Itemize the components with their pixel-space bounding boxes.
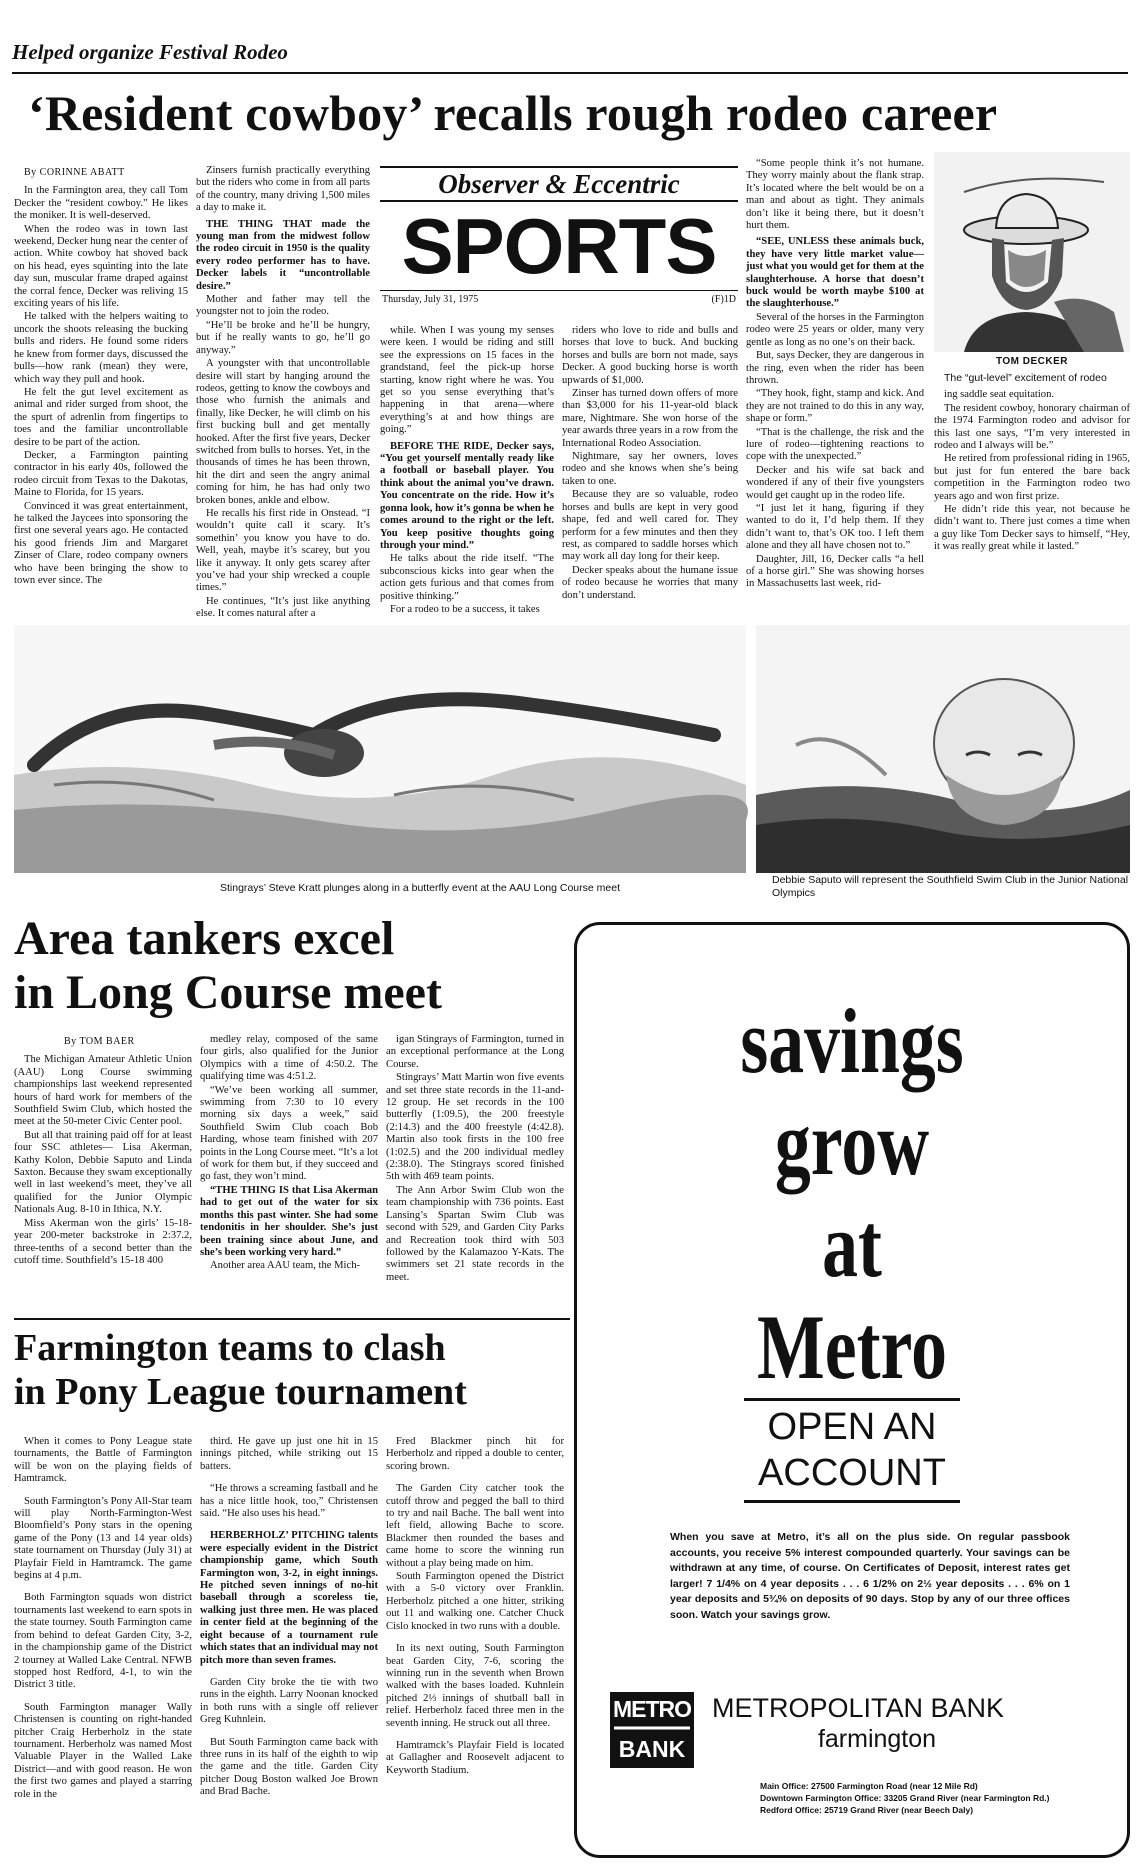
paragraph: Several of the horses in the Farmington rodeo were 25 years or older, many very gentle as long as no one’s on their back. [746,311,924,348]
ad-slogan-line-2: grow [774,1092,930,1194]
paragraph: The Michigan Amateur Athletic Union (AAU) Long Course swimming championships last weekend represented hours of hard work for members of the Southfield Swim Club, which hosted the meet at the 50-meter Civic Center pool. [14,1054,192,1128]
paragraph: “THE THING IS that Lisa Akerman had to get out of the water for six months this past winter. She had some tendonitis in her shoulder. She’s just been training since about June, and she’s been working very hard.” [200,1184,378,1258]
logo-text-bottom: BANK [618,1736,686,1762]
paragraph: “He’ll be broke and he’ll be hungry, but if he really wants to go, he’ll go anyway.” [196,319,370,356]
tankers-byline: By TOM BAER [64,1036,135,1047]
masthead-nameplate-frame [380,166,738,202]
paragraph: Because they are so valuable, rodeo horses and bulls are kept in very good shape, fed and well cared for. They perform for a few minutes and then they rest, as compared to saddle horses which may work all day long for their keep. [562,489,738,563]
butterfly-swimmer-photo [14,625,746,873]
ad-cta [574,1404,1130,1496]
photo-name-label: TOM DECKER [995,356,1069,367]
pony-column-2 [200,1436,378,1856]
ad-slogan-line-4: Metro [757,1296,947,1398]
masthead-section: SPORTS [401,202,717,290]
paragraph: For a rodeo to be a success, it takes [390,603,540,615]
paragraph: Decker, a Farmington painting contractor in his early 40s, followed the rodeo circuit from Texas to the Dakotas, Maine to Florida, for 15 years. [14,449,188,499]
paragraph: “We’ve been working all summer, swimming from 7:30 to 10 every morning six days a week,” said Southfield Swim Club coach Bob Harding, whose team finished with 207 points in the Long Course meet. “It’s a lot of work for them but, if they succeed and go fast, they won’t mind. [200,1084,379,1183]
paragraph: Garden City broke the tie with two runs in the eighth. Larry Noonan knocked in both runs with a single off reliever Greg Kuhnlein. [200,1676,378,1726]
masthead-nameplate: Observer & Eccentric [438,169,680,199]
paragraph: The Ann Arbor Swim Club won the team championship with 736 points. East Lansing’s Spartan Swim Club was second with 529, and Garden City Parks and Recreation took third with 503 followed by the Kalamazoo Y-Kats. The swimmers set 21 state records in the meet. [386,1184,564,1283]
left-photo-caption: Stingrays’ Steve Kratt plunges along in a butterfly event at the AAU Long Course meet [219,882,620,894]
paragraph: South Farmington opened the District with a 5-0 victory over Franklin. Herberholz pitched a one hitter, striking out 11 and walking one. Catcher Chuck Cislo knocked in two runs with a double. [386,1571,564,1632]
paragraph: BEFORE THE RIDE, Decker says, “You get yourself mentally ready like a football or baseball player. You think about the animal you’ve drawn. You concentrate on the ride. How it’s gonna look, how it’s gonna be when he comes around to the right or the left. You keep positive thoughts going through your mind.” [380,440,554,551]
paragraph: Stingrays’ Matt Martin won five events and set three state records in the 11-and-12 group. He set records in the 100 butterfly (1:09.5), the 200 freestyle (2:14.3) and the 400 freestyle (4:42.8). Martin also took firsts in the 100 free (1:02.5) and the 200 individual medley (2:38.0). The Stingrays scored finished 5th with 469 team points. [386,1072,564,1183]
paragraph: Decker speaks about the humane issue of rodeo because he worries that many don’t understand. [562,564,738,601]
paragraph: He felt the gut level excitement as animal and rider surged from shoot, the the spurt of adrenlin from fingertips to toes and the familiar uncontrollable desire to be part of the action. [14,386,188,448]
rodeo-headline: ‘Resident cowboy’ recalls rough rodeo career [28,85,998,141]
paragraph: In its next outing, South Farmington beat Garden City, 7-6, scoring the winning run in the seventh when Brown walked with the bases loaded. Kuhnlein pitched 2⅓ innings of shutball ball in relief. Herberholz faced three men in the seventh inning. He struck out all three. [386,1643,564,1729]
paragraph: Both Farmington squads won district tournaments last weekend to earn spots in the state tourney. South Farmington came from behind to defeat Garden City, 3-2, in the championship game of the District 2 tourney at Walled Lake Central. NFWB stopped host Redford, 4-1, to win the District 3 title. [14,1592,192,1691]
paragraph: He talks about the ride itself. “The subconscious kicks into gear when the action gets furious and that comes from positive thinking.” [380,553,554,602]
ad-cta-line-1: OPEN AN [767,1406,937,1448]
paragraph: Fred Blackmer pinch hit for Herberholz and ripped a double to center, scoring brown. [386,1436,564,1472]
office-main: Main Office: 27500 Farmington Road (near 12 Mile Rd) [760,1781,978,1791]
tankers-headline-line-1: Area tankers excel [14,912,395,965]
ad-body-copy: When you save at Metro, it’s all on the plus side. On regular passbook accounts, you receive 5% interest compounded quarterly. Your savings can be withdrawn at any time, of course. On Certificates of Deposit, interest rates get larger! 7 1/4% on 4 year deposits . . . 6 1/2% on 2½ year deposits . . . 6% on 1 year deposits and 5¾% on deposits of 90 days. Stop by any of our three offices soon. Watch your savings grow. [670,1531,1070,1621]
section-kicker: Helped organize Festival Rodeo [12,40,288,64]
masthead-date: Thursday, July 31, 1975 [382,294,479,305]
bank-offices [760,1780,1100,1816]
paragraph: Miss Akerman won the girls’ 15-18-year 200-meter backstroke in 2:37.2, three-tenths of a second better than the cutoff time. Southfield’s 15-18 400 [14,1217,192,1266]
paragraph: When the rodeo was in town last weekend, Decker hung near the center of action. White cowboy hat shoved back on his head, eyes squinting into the late day sun, muscular frame draped against the corral fence, Decker was reliving 15 exciting years of his life. [14,223,188,310]
tankers-column-1 [14,1034,192,1302]
swimmer-image-icon [14,625,746,873]
cowboy-portrait-icon [934,152,1130,352]
rodeo-byline: By CORINNE ABATT [24,167,125,178]
kicker-rule [12,72,1128,74]
paragraph: But South Farmington came back with three runs in its half of the eighth to wip the game and the title. Garden City pitcher Doug Boston walked Joe Brown and Brad Bache. [200,1736,378,1798]
right-photo-caption: Debbie Saputo will represent the Southfield Swim Club in the Junior National Olympics [772,874,1129,899]
photo-caption: The “gut-level” excitement of rodeo [944,372,1107,384]
paragraph: HERBERHOLZ’ PITCHING talents were especially evident in the District championship game, which South Farmington won, 3-2, in eight innings. He pitched seven innings of no-hit baseball through a scoreless tie, walking just three men. He was placed in center field at the beginning of the eight because of a tournament rule which states that an individual may not pitch more than seven frames. [200,1530,378,1666]
ad-cta-rule-top [744,1398,960,1401]
office-redford: Redford Office: 25719 Grand River (near Beech Daly) [760,1805,974,1815]
metro-bank-logo [604,1688,700,1772]
paragraph: igan Stingrays of Farmington, turned in an exceptional performance at the Long Course. [386,1034,564,1070]
paragraph: Daughter, Jill, 16, Decker calls “a hell of a horse girl.” She was showing horses in Massachusetts last week, rid- [746,553,924,590]
office-downtown: Downtown Farmington Office: 33205 Grand River (near Farmington Rd.) [760,1793,1050,1803]
masthead-page-code: (F)1D [711,294,736,305]
paragraph: Zinser has turned down offers of more than $3,000 for his 11-year-old black mare, Nightmare. She won horse of the year awards three years in a row from the International Rodeo Association. [562,388,738,449]
rodeo-column-6 [934,372,1130,613]
pony-headline-line-1: Farmington teams to clash [14,1327,446,1369]
paragraph: But, says Decker, they are dangerous in the ring, even when the rider has been thrown. [746,350,924,386]
swimmer-portrait-photo [756,625,1130,873]
ad-slogan [635,990,1069,1398]
rodeo-column-3 [380,325,554,613]
paragraph: He continues, “It’s just like anything else. It comes natural after a [196,595,370,620]
bank-city: farmington [817,1725,937,1753]
paragraph: He retired from professional riding in 1965, but just for fun entered the bare back competition in the Farmington rodeo two years ago and won first prize. [934,453,1130,502]
pony-column-1 [14,1436,192,1856]
paragraph: “SEE, UNLESS these animals buck, they have very little market value—just what you would get for them at the slaughterhouse. A horse that doesn’t buck would be worth maybe $100 at the slaughterhouse.” [746,236,924,310]
tankers-column-3 [386,1034,564,1302]
rodeo-column-4 [562,325,738,613]
paragraph: He didn’t ride this year, not because he didn’t want to. There just comes a time when a guy like Tom Decker says to himself, “Hey, it was really great while it lasted.” [934,504,1130,553]
paragraph: Hamtramck’s Playfair Field is located at Gallagher and Roosevelt adjacent to Keyworth Stadium. [386,1739,564,1776]
paragraph: while. When I was young my senses were keen. I would be riding and still see the expressions on 15 faces in the grandstand, feel the pick-up horse starting, know right where he was. You get so you sense everything that’s happening in that arena—where everything’s at and how things are going.” [380,325,554,436]
paragraph: He talked with the helpers waiting to uncork the shoots releasing the bucking bulls and riders. He found some riders he knew from former days, discussed the bulls—how rank (mean) they were, which way they pull and hook. [14,311,188,385]
paragraph: “They hook, fight, stamp and kick. And they are not trained to do this in any way, shape or form.” [746,388,924,425]
paragraph: Nightmare, say her owners, loves rodeo and she knows when she’s being taken to one. [562,451,738,487]
paragraph: “He throws a screaming fastball and he has a nice little hook, too,” Christensen said. “He also uses his head.” [200,1483,378,1520]
paragraph: South Farmington’s Pony All-Star team will play North-Farmington-West Bloomfield’s Pony stars in the opening game of the Pony (13 and 14 year olds) state tournament on Thursday (July 31) at Playfair Field in Hamtramck. The game begins at 4 p.m. [14,1495,192,1582]
paragraph: ing saddle seat equitation. [944,389,1055,401]
paragraph: “That is the challenge, the risk and the lure of rodeo—tightening reactions to cope with the unexpected.” [746,426,924,463]
paragraph: The resident cowboy, honorary chairman of the 1974 Farmington rodeo and advisor for this last one says, “I’m very interested in rodeo and I always will be.” [934,402,1130,452]
paragraph: The Garden City catcher took the cutoff throw and pegged the ball to third to try and nail Bache. The ball went into left field, allowing Bache to score. Blackmer then rounded the bases and came home to score the winning run without a play being made on him. [386,1483,564,1569]
paragraph: Decker and his wife sat back and wondered if any of their five youngsters would get caught up in the rodeo life. [746,464,924,501]
sports-masthead [380,166,738,316]
paragraph: Convinced it was great entertainment, he talked the Jaycees into sponsoring the first one several years ago. He contacted his good friends Jim and Margaret Zinser of Clare, rodeo company owners who have been bringing the show to town ever since. The [14,500,188,586]
paragraph: Another area AAU team, the Mich- [210,1260,361,1272]
ad-cta-line-2: ACCOUNT [758,1452,946,1494]
rodeo-column-5 [746,158,924,613]
masthead-rule [380,290,738,291]
rodeo-column-1 [14,165,188,613]
paragraph: In the Farmington area, they call Tom Decker the “resident cowboy.” He likes the moniker. It is well-deserved. [14,185,188,222]
paragraph: Mother and father may tell the youngster not to join the rodeo. [196,294,370,318]
paragraph: medley relay, composed of the same four girls, also qualified for the Junior Olympics with a time of 4:50.2. The qualifying time was 4:51.2. [200,1034,378,1083]
ad-slogan-line-3: at [822,1194,882,1296]
pony-rule [14,1318,570,1320]
paragraph: A youngster with that uncontrollable desire will start by hanging around the rodeos, getting to know the cowboys and those who furnish the animals and finally, like Decker, he will climb on his first bucking bull and get mentally hooked. After the first five years, Decker switched from bulls to horses. Yet, in the thousands of times he has been thrown, hit the dirt and seen the angry animal coming for him, he has had only two broken bones, ankle and elbow. [196,358,370,506]
paragraph: South Farmington manager Wally Christensen is counting on right-handed pitcher Craig Herberholz in the state tournament. Herberholz was named Most Valuable Player in the Walled Lake District—and with good reason. He won the first two games and played a starring role in the [14,1701,192,1800]
tom-decker-photo [934,152,1130,352]
pony-column-3 [386,1436,564,1856]
paragraph: THE THING THAT made the young man from the midwest follow the rodeo circuit in 1950 is the quality every rodeo performer has to have. Decker labels it “uncontrollable desire.” [196,218,370,292]
paragraph: When it comes to Pony League state tournaments, the Battle of Farmington will be won on the playing fields of Hamtramck. [14,1436,192,1485]
ad-slogan-line-1: savings [740,990,964,1092]
paragraph: But all that training paid off for at least four SSC athletes— Lisa Akerman, Kathy Kolon, Debbie Saputo and Linda Saxton. Because they swam exceptionally well in last weekend’s meet, they’ve all qualified for the Junior Olympic Nationals Aug. 8-10 in Ithica, N.Y. [14,1129,192,1216]
swim-cap-image-icon [756,625,1130,873]
paragraph: Zinsers furnish practically everything but the riders who come in from all parts of the country, many driving 1,500 miles a day to make it. [196,165,370,214]
paragraph: He recalls his first ride in Onstead. “I wouldn’t quite call it scary. It’s somethin’ you know you have to do. Well, yeah, maybe it’s scarey, but you like it anyway. It only gets scarey after you’ve had your ship wrecked a couple times.” [196,507,370,594]
paragraph: “Some people think it’s not humane. They worry mainly about the flank strap. It’s located where the belt would be on a man and about as tight. They animals don’t like it being there, but it doesn’t hurt them. [746,158,924,232]
paragraph: riders who love to ride and bulls and horses that love to buck. And bucking horses and bulls are born not made, says Decker. A good bucking horse is worth upwards of $1,000. [562,325,738,386]
tankers-column-2 [200,1034,378,1302]
rodeo-column-2 [196,165,370,620]
logo-text-top: METRO [612,1696,692,1722]
pony-headline-line-2: in Pony League tournament [14,1371,467,1413]
paragraph: “I just let it hang, figuring if they wanted to do it, I’d help them. If they didn’t want to, that’s OK too. I left them alone and they all have chosen not to.” [746,502,924,552]
paragraph: third. He gave up just one hit in 15 innings pitched, while striking out 15 batters. [200,1436,378,1472]
bank-name: METROPOLITAN BANK [712,1693,1005,1723]
ad-cta-rule-bottom [744,1500,960,1503]
tankers-headline-line-2: in Long Course meet [14,966,442,1019]
